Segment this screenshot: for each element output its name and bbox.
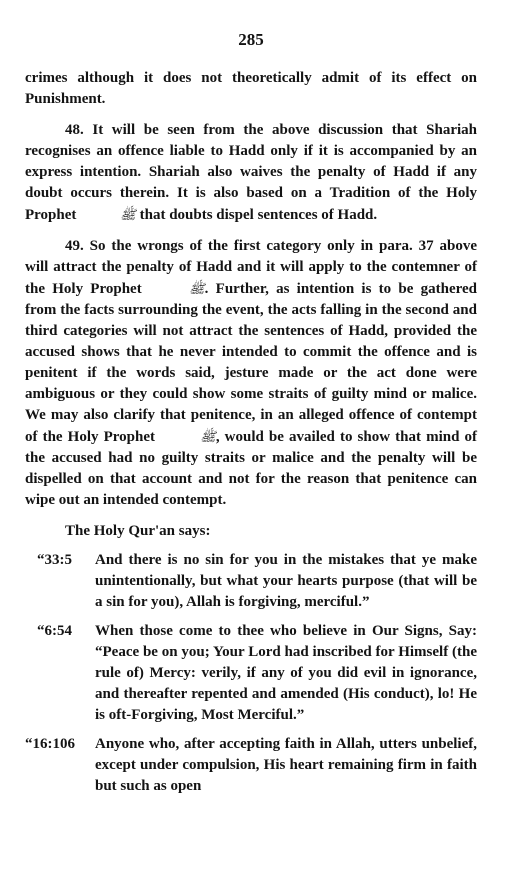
document-page <box>25 30 477 805</box>
verse-text: When those come to thee who believe in Our Signs, Say: “Peace be on you; Your Lord had inscribed for Himself (the rule of) Mercy: verily, if any of you did evil in ignorance, and thereafter repented and amended (His conduct), lo! He is oft-Forgiving, Most Merciful.” <box>95 623 477 723</box>
page-number: 285 <box>238 30 264 49</box>
verse-text: Anyone who, after accepting faith in Allah, utters unbelief, except under compulsion, His heart remaining firm in faith but such as open <box>95 736 477 794</box>
honorific-glyph-icon: ﷺ <box>120 207 136 222</box>
paragraph-text: , would be availed to show that mind of the accused had no guilty straits or malice and the penalty will be dispelled on that account and not for the reason that penitence can wipe out an intended contempt. <box>25 429 478 508</box>
verse-reference: “6:54 <box>37 623 72 639</box>
paragraph-49 <box>25 236 477 511</box>
paragraph-text: crimes although it does not theoretically admit of its effect on Punishment. <box>25 70 477 107</box>
paragraph-text: So the wrongs of the first category only in para. 37 above will attract the penalty of Hadd and it will apply to the contemner of the Holy Prophet <box>25 238 477 297</box>
quote-intro: The Holy Qur'an says: <box>65 523 211 539</box>
verse-block <box>25 734 477 797</box>
verse-reference: “33:5 <box>37 552 72 568</box>
paragraph-text: that doubts dispel sentences of Hadd. <box>139 207 378 223</box>
verse-reference: “16:106 <box>25 736 75 752</box>
verse-text: And there is no sin for you in the mistakes that ye make unintentionally, but what your hearts purpose (that will be a sin for you), Allah is forgiving, merciful.” <box>95 552 477 610</box>
honorific-glyph-icon: ﷺ <box>200 429 216 444</box>
paragraph-number: 48. <box>65 122 84 138</box>
honorific-glyph-icon: ﷺ <box>188 281 205 296</box>
paragraph-text: . Further, as intention is to be gathered from the facts surrounding the event, the acts falling in the second and third categories will not attract the sentences of Hadd, provided the accused shows that he never intended to commit the offence and is penitent if the words said, jesture made or the act done were ambiguous or they could show some straits of guilty mind or malice. We may also clarify that penitence, in an alleged offence of contempt of the Holy Prophet <box>25 281 478 445</box>
paragraph-number: 49. <box>65 238 84 254</box>
verse-block <box>25 621 477 726</box>
paragraph-48 <box>25 120 477 226</box>
paragraph-text: It will be seen from the above discussion that Shariah recognises an offence liable to Hadd only if it is accompanied by an express intention. Shariah also waives the penalty of Hadd if any doubt occurs therein. It is also based on a Tradition of the Holy Prophet <box>25 122 477 223</box>
paragraph-continuation <box>25 68 477 110</box>
verse-block <box>25 550 477 613</box>
